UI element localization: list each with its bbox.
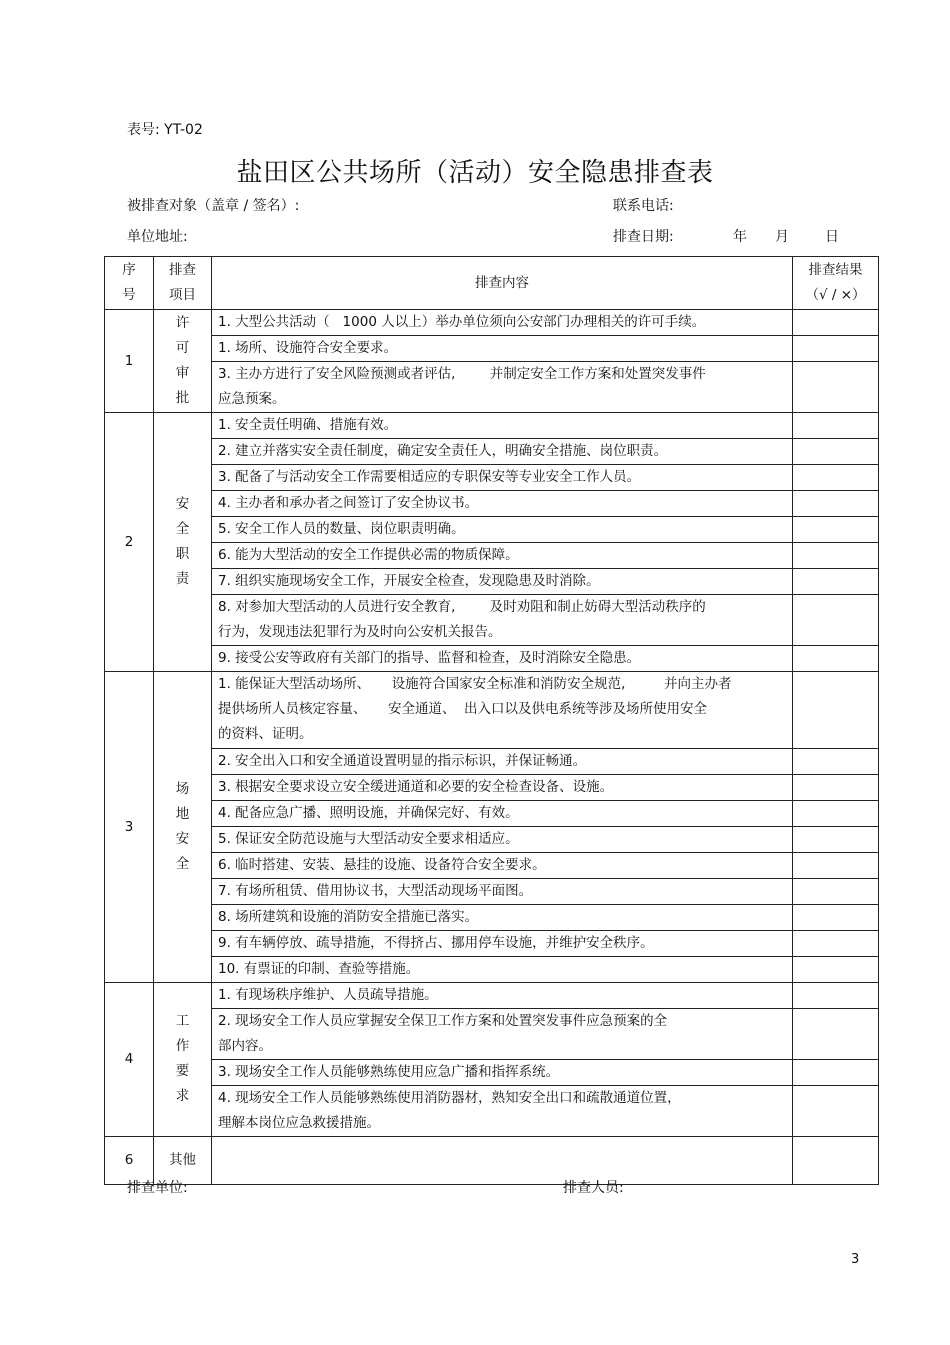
category-char: 责 (175, 571, 190, 587)
checklist-item: 8. 场所建筑和设施的消防安全措施已落实。 (212, 904, 793, 930)
result-cell[interactable] (793, 956, 879, 982)
checklist-item: 4. 主办者和承办者之间签订了安全协议书。 (212, 491, 793, 517)
checklist-item: 1. 大型公共活动（ 1000 人以上）举办单位须向公安部门办理相关的许可手续。 (212, 310, 793, 336)
checklist-item: 1. 安全责任明确、措施有效。 (212, 413, 793, 439)
table-row (105, 465, 879, 491)
table-row (105, 569, 879, 595)
checklist-item: 5. 保证安全防范设施与大型活动安全要求相适应。 (212, 826, 793, 852)
result-cell[interactable] (793, 1059, 879, 1085)
table-row (105, 336, 879, 362)
phone-label: 联系电话: (613, 198, 674, 214)
result-cell[interactable] (793, 517, 879, 543)
result-cell[interactable] (793, 748, 879, 774)
header-content: 排查内容 (212, 257, 793, 310)
table-row (105, 595, 879, 646)
checklist-item (212, 1136, 793, 1184)
checklist-item: 3. 根据安全要求设立安全缓进通道和必要的安全检查设备、设施。 (212, 774, 793, 800)
result-cell[interactable] (793, 569, 879, 595)
result-cell[interactable] (793, 310, 879, 336)
result-cell[interactable] (793, 1008, 879, 1059)
table-row (105, 672, 879, 749)
section-number: 1 (105, 310, 154, 413)
result-cell[interactable] (793, 491, 879, 517)
section-number: 4 (105, 982, 154, 1136)
checklist-item: 6. 临时搭建、安装、悬挂的设施、设备符合安全要求。 (212, 852, 793, 878)
checklist-item: 7. 有场所租赁、借用协议书，大型活动现场平面图。 (212, 878, 793, 904)
category-char: 要 (175, 1063, 190, 1079)
table-header-row (105, 257, 879, 310)
result-cell[interactable] (793, 672, 879, 749)
checklist-item: 7. 组织实施现场安全工作，开展安全检查，发现隐患及时消除。 (212, 569, 793, 595)
checklist-item: 9. 有车辆停放、疏导措施，不得挤占、挪用停车设施，并维护安全秩序。 (212, 930, 793, 956)
result-cell[interactable] (793, 595, 879, 646)
category-char: 安 (175, 830, 190, 847)
section-number: 6 (105, 1136, 154, 1184)
table-row (105, 1008, 879, 1059)
checklist-item: 2. 安全出入口和安全通道设置明显的指示标识，并保证畅通。 (212, 748, 793, 774)
result-cell[interactable] (793, 878, 879, 904)
table-row (105, 413, 879, 439)
category-char: 求 (175, 1088, 190, 1104)
checklist-item: 3. 现场安全工作人员能够熟练使用应急广播和指挥系统。 (212, 1059, 793, 1085)
section-category (154, 982, 212, 1136)
table-row (105, 362, 879, 413)
table-row (105, 310, 879, 336)
table-row (105, 774, 879, 800)
table-row (105, 491, 879, 517)
table-row (105, 543, 879, 569)
result-cell[interactable] (793, 852, 879, 878)
category-char: 全 (175, 855, 190, 872)
checklist-item: 1. 有现场秩序维护、人员疏导措施。 (212, 982, 793, 1008)
category-char: 工 (175, 1013, 190, 1029)
inspector-label: 排查人员: (563, 1180, 624, 1196)
section-number: 3 (105, 672, 154, 983)
table-row (105, 1059, 879, 1085)
category-char: 职 (175, 546, 190, 562)
table-row (105, 1085, 879, 1136)
inspected-target-label: 被排查对象（盖章 / 签名）: (127, 198, 300, 214)
checklist-item: 2. 现场安全工作人员应掌握安全保卫工作方案和处置突发事件应急预案的全 部内容。 (212, 1008, 793, 1059)
checklist-item: 4. 配备应急广播、照明设施，并确保完好、有效。 (212, 800, 793, 826)
date-year: 年 (733, 229, 747, 245)
header-category: 排查 项目 (154, 257, 212, 310)
header-result: 排查结果 （√ / ×） (793, 257, 879, 310)
category-char: 安 (175, 496, 190, 512)
checklist-item: 6. 能为大型活动的安全工作提供必需的物质保障。 (212, 543, 793, 569)
inspection-table (104, 256, 879, 1185)
date-fields (733, 226, 839, 246)
table-row (105, 956, 879, 982)
table-row (105, 748, 879, 774)
address-label: 单位地址: (127, 229, 188, 245)
checklist-item: 3. 配备了与活动安全工作需要相适应的专职保安等专业安全工作人员。 (212, 465, 793, 491)
checklist-item: 9. 接受公安等政府有关部门的指导、监督和检查，及时消除安全隐患。 (212, 646, 793, 672)
checklist-item: 1. 能保证大型活动场所、 设施符合国家安全标准和消防安全规范, 并向主办者 提供场所人员核定容量、 安全通道、 出入口以及供电系统等涉及场所使用安全 的资料、证明。 (212, 672, 793, 749)
category-char: 场 (175, 780, 190, 797)
table-row (105, 800, 879, 826)
category-char: 审 (175, 365, 190, 381)
checklist-item: 1. 场所、设施符合安全要求。 (212, 336, 793, 362)
category-char: 作 (175, 1038, 190, 1054)
category-char: 可 (175, 340, 190, 356)
result-cell[interactable] (793, 465, 879, 491)
category-char: 许 (175, 315, 190, 331)
page-title: 盐田区公共场所（活动）安全隐患排查表 (236, 158, 714, 188)
section-category (154, 413, 212, 672)
table-row (105, 826, 879, 852)
result-cell[interactable] (793, 904, 879, 930)
checklist-item: 3. 主办方进行了安全风险预测或者评估, 并制定安全工作方案和处置突发事件 应急预案。 (212, 362, 793, 413)
checklist-item: 8. 对参加大型活动的人员进行安全教育, 及时劝阻和制止妨碍大型活动秩序的 行为，发现违法犯罪行为及时向公安机关报告。 (212, 595, 793, 646)
form-number: 表号: YT-02 (127, 122, 203, 138)
section-category (154, 310, 212, 413)
date-day: 日 (825, 229, 839, 245)
result-cell[interactable] (793, 646, 879, 672)
date-month: 月 (775, 229, 789, 245)
table-row (105, 982, 879, 1008)
result-cell[interactable] (793, 413, 879, 439)
header-no: 序 号 (105, 257, 154, 310)
category-char: 批 (175, 390, 190, 406)
page-number: 3 (851, 1252, 860, 1267)
date-label: 排查日期: (613, 229, 674, 245)
section-category (154, 672, 212, 983)
table-row (105, 517, 879, 543)
result-cell[interactable] (793, 800, 879, 826)
category-char: 全 (175, 521, 190, 537)
category-char: 其他 (169, 1151, 196, 1168)
inspection-unit-label: 排查单位: (127, 1180, 188, 1196)
result-cell[interactable] (793, 826, 879, 852)
result-cell[interactable] (793, 362, 879, 413)
table-row (105, 878, 879, 904)
checklist-item: 10. 有票证的印制、查验等措施。 (212, 956, 793, 982)
result-cell[interactable] (793, 439, 879, 465)
category-char: 地 (175, 805, 190, 822)
table-row (105, 439, 879, 465)
result-cell[interactable] (793, 774, 879, 800)
result-cell[interactable] (793, 1085, 879, 1136)
result-cell[interactable] (793, 543, 879, 569)
result-cell[interactable] (793, 930, 879, 956)
checklist-item: 4. 现场安全工作人员能够熟练使用消防器材，熟知安全出口和疏散通道位置， 理解本岗位应急救援措施。 (212, 1085, 793, 1136)
table-row (105, 1136, 879, 1184)
table-row (105, 904, 879, 930)
table-row (105, 852, 879, 878)
checklist-item: 5. 安全工作人员的数量、岗位职责明确。 (212, 517, 793, 543)
table-row (105, 930, 879, 956)
table-row (105, 646, 879, 672)
result-cell[interactable] (793, 982, 879, 1008)
checklist-item: 2. 建立并落实安全责任制度，确定安全责任人，明确安全措施、岗位职责。 (212, 439, 793, 465)
section-number: 2 (105, 413, 154, 672)
result-cell[interactable] (793, 1136, 879, 1184)
result-cell[interactable] (793, 336, 879, 362)
